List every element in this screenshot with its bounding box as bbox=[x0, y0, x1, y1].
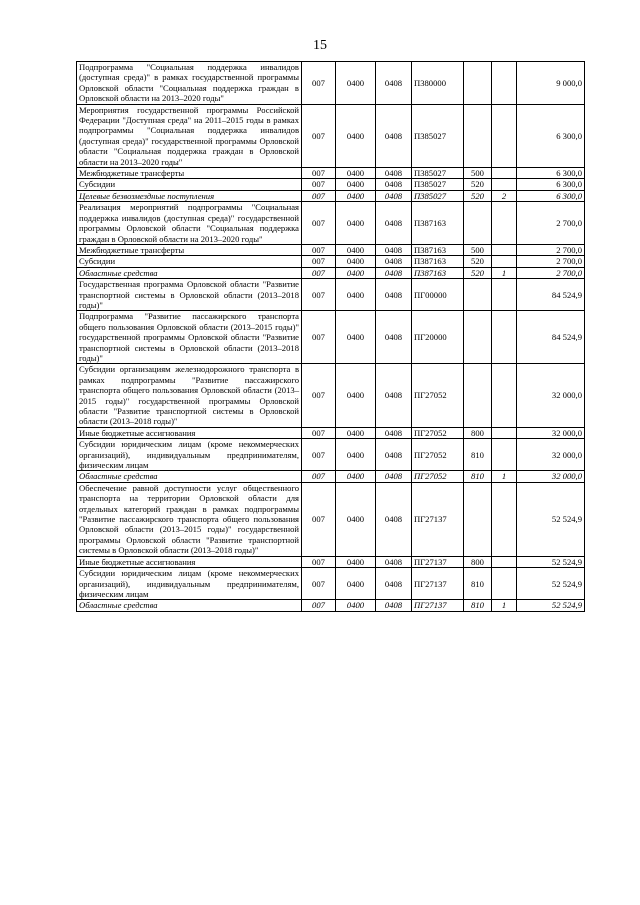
subsection-code: 0408 bbox=[376, 267, 412, 278]
table-row bbox=[77, 311, 585, 364]
ministry-code: 007 bbox=[302, 267, 336, 278]
section-code: 0400 bbox=[336, 244, 376, 255]
row-amount: 6 300,0 bbox=[517, 179, 585, 190]
ministry-code: 007 bbox=[302, 202, 336, 245]
table-row bbox=[77, 256, 585, 267]
table-body bbox=[77, 62, 585, 612]
ministry-code: 007 bbox=[302, 62, 336, 105]
row-amount: 6 300,0 bbox=[517, 168, 585, 179]
expense-type-code: 520 bbox=[464, 179, 492, 190]
subsection-code: 0408 bbox=[376, 556, 412, 567]
table-row bbox=[77, 600, 585, 611]
expense-type-code bbox=[464, 311, 492, 364]
expense-type-code: 500 bbox=[464, 168, 492, 179]
row-amount: 9 000,0 bbox=[517, 62, 585, 105]
table-row bbox=[77, 364, 585, 427]
expense-type-code: 520 bbox=[464, 267, 492, 278]
section-code: 0400 bbox=[336, 179, 376, 190]
subsection-code: 0408 bbox=[376, 256, 412, 267]
table-row bbox=[77, 190, 585, 201]
target-article-code: П387163 bbox=[412, 202, 464, 245]
expense-type-code: 810 bbox=[464, 568, 492, 600]
section-code: 0400 bbox=[336, 364, 376, 427]
expense-type-code: 810 bbox=[464, 600, 492, 611]
source-code: 2 bbox=[492, 190, 517, 201]
source-code bbox=[492, 364, 517, 427]
row-name: Мероприятия государственной программы Российской Федерации "Доступная среда" на 2011–2015 годы в рамках подпрограммы "Социальная поддержка инвалидов (доступная среда)" государственной программы Орловской области "Социальная поддержка граждан в Орловской области на 2013–2020 годы" bbox=[77, 104, 302, 167]
row-amount: 2 700,0 bbox=[517, 267, 585, 278]
row-name: Иные бюджетные ассигнования bbox=[77, 427, 302, 438]
target-article-code: П387163 bbox=[412, 256, 464, 267]
section-code: 0400 bbox=[336, 256, 376, 267]
source-code bbox=[492, 104, 517, 167]
row-amount: 6 300,0 bbox=[517, 104, 585, 167]
source-code bbox=[492, 439, 517, 471]
section-code: 0400 bbox=[336, 439, 376, 471]
table-row bbox=[77, 482, 585, 556]
subsection-code: 0408 bbox=[376, 568, 412, 600]
page-number: 15 bbox=[313, 38, 327, 53]
ministry-code: 007 bbox=[302, 256, 336, 267]
target-article-code: П387163 bbox=[412, 244, 464, 255]
row-name: Подпрограмма "Социальная поддержка инвалидов (доступная среда)" в рамках государственной программы Орловской области "Социальная поддержка граждан в Орловской области на 2013–2020 годы" bbox=[77, 62, 302, 105]
row-amount: 84 524,9 bbox=[517, 279, 585, 311]
ministry-code: 007 bbox=[302, 244, 336, 255]
source-code bbox=[492, 482, 517, 556]
row-name: Субсидии организациям железнодорожного транспорта в рамках подпрограммы "Развитие пассажирского транспорта общего пользования Орловской области (2013–2015 годы)" государственной программы Орловской области "Развитие транспортной системы в Орловской области (2013–2018 годы)" bbox=[77, 364, 302, 427]
table-row bbox=[77, 202, 585, 245]
ministry-code: 007 bbox=[302, 364, 336, 427]
row-amount: 32 000,0 bbox=[517, 427, 585, 438]
ministry-code: 007 bbox=[302, 190, 336, 201]
expense-type-code bbox=[464, 104, 492, 167]
target-article-code: ПГ27052 bbox=[412, 439, 464, 471]
target-article-code: П385027 bbox=[412, 104, 464, 167]
section-code: 0400 bbox=[336, 104, 376, 167]
row-amount: 6 300,0 bbox=[517, 190, 585, 201]
row-amount: 52 524,9 bbox=[517, 600, 585, 611]
subsection-code: 0408 bbox=[376, 482, 412, 556]
target-article-code: ПГ27052 bbox=[412, 471, 464, 482]
row-name: Субсидии юридическим лицам (кроме некоммерческих организаций), индивидуальным предпринимателям, физическим лицам bbox=[77, 439, 302, 471]
section-code: 0400 bbox=[336, 202, 376, 245]
subsection-code: 0408 bbox=[376, 600, 412, 611]
source-code bbox=[492, 168, 517, 179]
target-article-code: П385027 bbox=[412, 168, 464, 179]
target-article-code: ПГ27137 bbox=[412, 568, 464, 600]
target-article-code: ПГ00000 bbox=[412, 279, 464, 311]
source-code bbox=[492, 179, 517, 190]
section-code: 0400 bbox=[336, 311, 376, 364]
subsection-code: 0408 bbox=[376, 190, 412, 201]
ministry-code: 007 bbox=[302, 556, 336, 567]
table-row bbox=[77, 439, 585, 471]
expense-type-code: 520 bbox=[464, 190, 492, 201]
subsection-code: 0408 bbox=[376, 104, 412, 167]
subsection-code: 0408 bbox=[376, 279, 412, 311]
ministry-code: 007 bbox=[302, 279, 336, 311]
expense-type-code bbox=[464, 482, 492, 556]
source-code: 1 bbox=[492, 471, 517, 482]
expense-type-code bbox=[464, 62, 492, 105]
ministry-code: 007 bbox=[302, 482, 336, 556]
section-code: 0400 bbox=[336, 482, 376, 556]
table-row bbox=[77, 556, 585, 567]
ministry-code: 007 bbox=[302, 471, 336, 482]
subsection-code: 0408 bbox=[376, 202, 412, 245]
subsection-code: 0408 bbox=[376, 364, 412, 427]
table-row bbox=[77, 267, 585, 278]
budget-table bbox=[76, 61, 585, 612]
section-code: 0400 bbox=[336, 168, 376, 179]
ministry-code: 007 bbox=[302, 427, 336, 438]
subsection-code: 0408 bbox=[376, 471, 412, 482]
row-amount: 2 700,0 bbox=[517, 244, 585, 255]
section-code: 0400 bbox=[336, 62, 376, 105]
section-code: 0400 bbox=[336, 568, 376, 600]
target-article-code: ПГ27137 bbox=[412, 482, 464, 556]
row-name: Областные средства bbox=[77, 267, 302, 278]
section-code: 0400 bbox=[336, 556, 376, 567]
subsection-code: 0408 bbox=[376, 311, 412, 364]
source-code: 1 bbox=[492, 267, 517, 278]
target-article-code: П385027 bbox=[412, 190, 464, 201]
row-name: Субсидии bbox=[77, 179, 302, 190]
expense-type-code: 800 bbox=[464, 427, 492, 438]
row-amount: 32 000,0 bbox=[517, 471, 585, 482]
source-code: 1 bbox=[492, 600, 517, 611]
row-name: Областные средства bbox=[77, 471, 302, 482]
source-code bbox=[492, 202, 517, 245]
expense-type-code: 800 bbox=[464, 556, 492, 567]
ministry-code: 007 bbox=[302, 168, 336, 179]
row-name: Иные бюджетные ассигнования bbox=[77, 556, 302, 567]
row-name: Областные средства bbox=[77, 600, 302, 611]
subsection-code: 0408 bbox=[376, 439, 412, 471]
row-amount: 52 524,9 bbox=[517, 568, 585, 600]
target-article-code: ПГ27052 bbox=[412, 364, 464, 427]
section-code: 0400 bbox=[336, 600, 376, 611]
section-code: 0400 bbox=[336, 279, 376, 311]
target-article-code: П385027 bbox=[412, 179, 464, 190]
ministry-code: 007 bbox=[302, 568, 336, 600]
row-amount: 84 524,9 bbox=[517, 311, 585, 364]
source-code bbox=[492, 427, 517, 438]
ministry-code: 007 bbox=[302, 311, 336, 364]
section-code: 0400 bbox=[336, 190, 376, 201]
source-code bbox=[492, 256, 517, 267]
target-article-code: ПГ27137 bbox=[412, 600, 464, 611]
section-code: 0400 bbox=[336, 267, 376, 278]
subsection-code: 0408 bbox=[376, 168, 412, 179]
row-name: Реализация мероприятий подпрограммы "Социальная поддержка инвалидов (доступная среда)" государственной программы Орловской области "Социальная поддержка граждан в Орловской области на 2013–2020 годы" bbox=[77, 202, 302, 245]
expense-type-code: 810 bbox=[464, 471, 492, 482]
subsection-code: 0408 bbox=[376, 427, 412, 438]
row-amount: 52 524,9 bbox=[517, 556, 585, 567]
row-name: Субсидии bbox=[77, 256, 302, 267]
subsection-code: 0408 bbox=[376, 179, 412, 190]
section-code: 0400 bbox=[336, 427, 376, 438]
ministry-code: 007 bbox=[302, 600, 336, 611]
table-row bbox=[77, 168, 585, 179]
source-code bbox=[492, 279, 517, 311]
expense-type-code bbox=[464, 279, 492, 311]
row-name: Подпрограмма "Развитие пассажирского транспорта общего пользования Орловской области (2013–2015 годы)" государственной программы Орловской области "Развитие транспортной системы в Орловской области (2013–2018 годы)" bbox=[77, 311, 302, 364]
ministry-code: 007 bbox=[302, 104, 336, 167]
expense-type-code: 520 bbox=[464, 256, 492, 267]
table-row bbox=[77, 179, 585, 190]
row-name: Субсидии юридическим лицам (кроме некоммерческих организаций), индивидуальным предпринимателям, физическим лицам bbox=[77, 568, 302, 600]
table-row bbox=[77, 62, 585, 105]
source-code bbox=[492, 311, 517, 364]
subsection-code: 0408 bbox=[376, 62, 412, 105]
target-article-code: ПГ27137 bbox=[412, 556, 464, 567]
ministry-code: 007 bbox=[302, 439, 336, 471]
row-amount: 2 700,0 bbox=[517, 256, 585, 267]
row-name: Межбюджетные трансферты bbox=[77, 168, 302, 179]
target-article-code: П387163 bbox=[412, 267, 464, 278]
expense-type-code: 500 bbox=[464, 244, 492, 255]
target-article-code: ПГ27052 bbox=[412, 427, 464, 438]
source-code bbox=[492, 568, 517, 600]
table-row bbox=[77, 244, 585, 255]
source-code bbox=[492, 62, 517, 105]
ministry-code: 007 bbox=[302, 179, 336, 190]
row-amount: 52 524,9 bbox=[517, 482, 585, 556]
row-amount: 2 700,0 bbox=[517, 202, 585, 245]
target-article-code: П380000 bbox=[412, 62, 464, 105]
expense-type-code: 810 bbox=[464, 439, 492, 471]
subsection-code: 0408 bbox=[376, 244, 412, 255]
expense-type-code bbox=[464, 202, 492, 245]
row-name: Целевые безвозмездные поступления bbox=[77, 190, 302, 201]
row-amount: 32 000,0 bbox=[517, 364, 585, 427]
section-code: 0400 bbox=[336, 471, 376, 482]
row-amount: 32 000,0 bbox=[517, 439, 585, 471]
table-row bbox=[77, 427, 585, 438]
table-row bbox=[77, 471, 585, 482]
source-code bbox=[492, 556, 517, 567]
table-row bbox=[77, 279, 585, 311]
source-code bbox=[492, 244, 517, 255]
table-row bbox=[77, 104, 585, 167]
row-name: Межбюджетные трансферты bbox=[77, 244, 302, 255]
row-name: Обеспечение равной доступности услуг общественного транспорта на территории Орловской области для отдельных категорий граждан в рамках подпрограммы "Развитие пассажирского транспорта общего пользования Орловской области (2013–2015 годы)" государственной программы Орловской области "Развитие транспортной системы в Орловской области (2013–2018 годы)" bbox=[77, 482, 302, 556]
expense-type-code bbox=[464, 364, 492, 427]
row-name: Государственная программа Орловской области "Развитие транспортной системы в Орловской области (2013–2018 годы)" bbox=[77, 279, 302, 311]
table-row bbox=[77, 568, 585, 600]
target-article-code: ПГ20000 bbox=[412, 311, 464, 364]
